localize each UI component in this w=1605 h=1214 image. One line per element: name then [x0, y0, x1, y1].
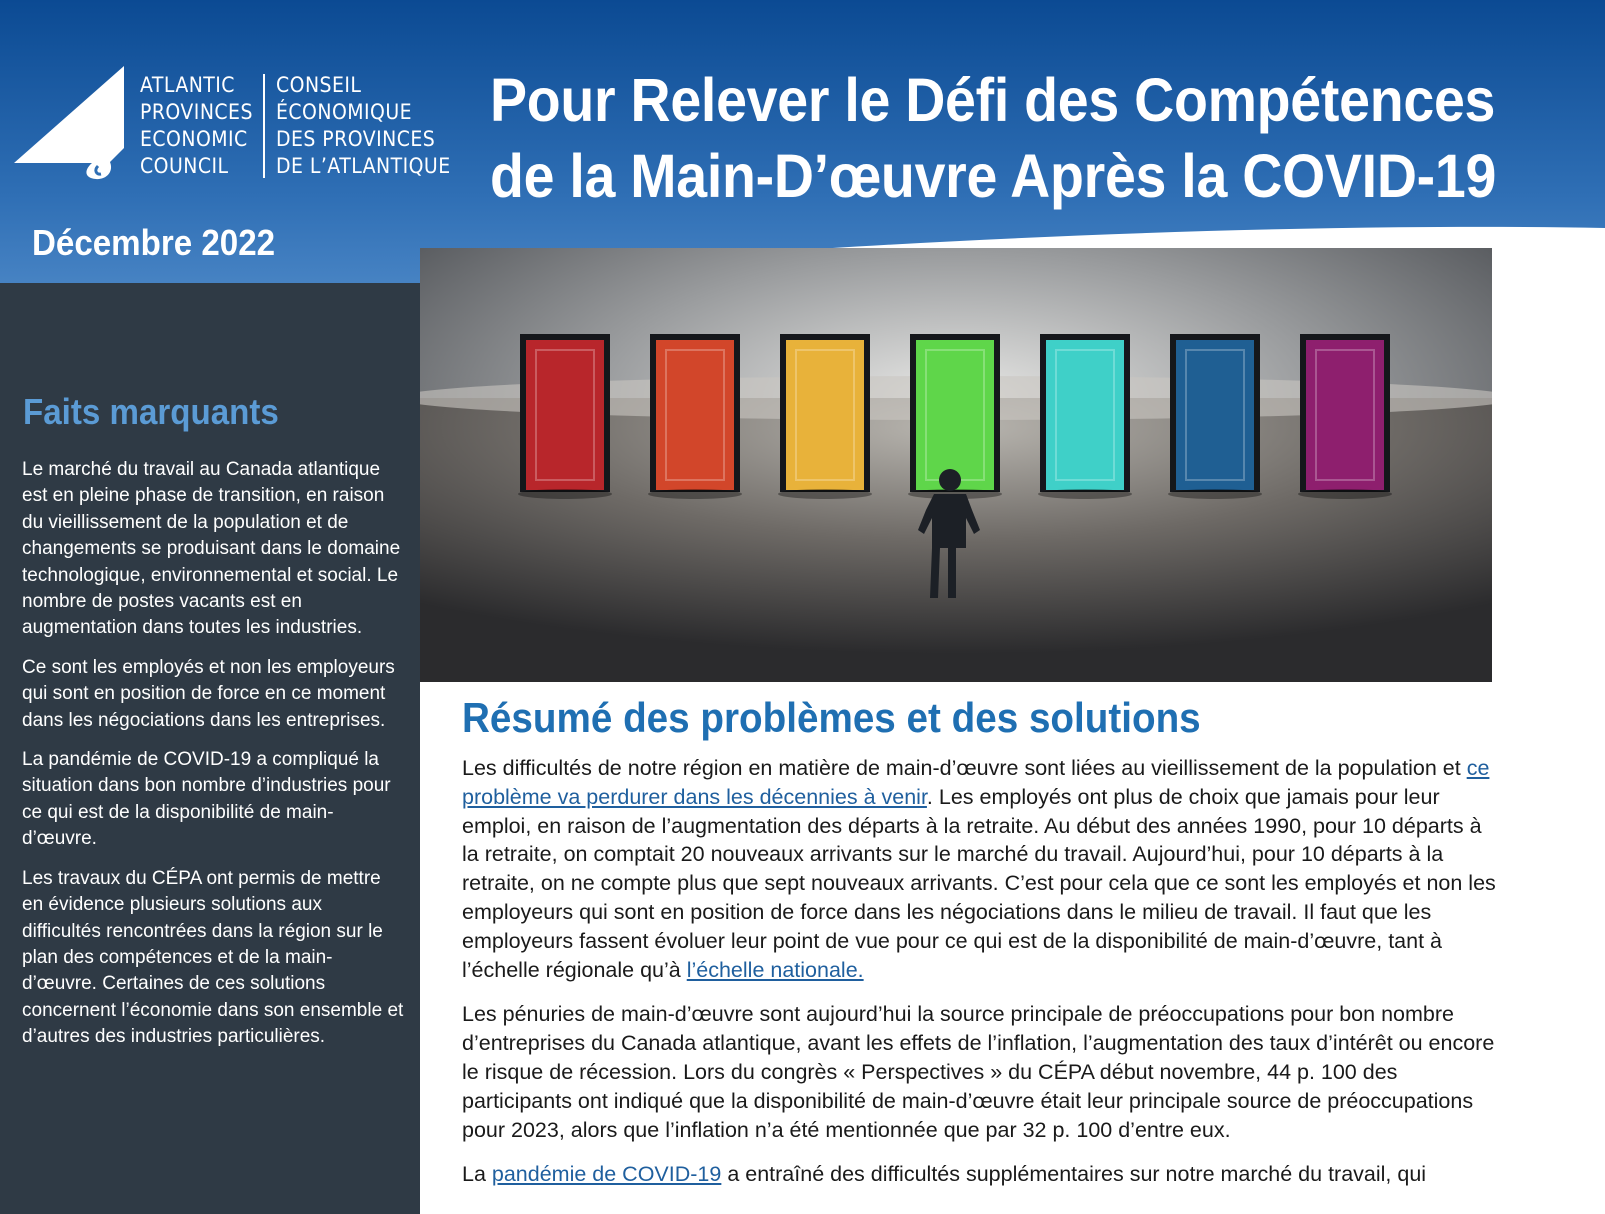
- link-problem-decades[interactable]: ce problème va perdurer dans les décennies à venir: [462, 756, 1490, 809]
- logo-french-name: [276, 72, 470, 180]
- logo-en-line: COUNCIL: [140, 154, 229, 178]
- door: [1046, 340, 1124, 490]
- logo-divider: [263, 74, 265, 178]
- hero-image: [420, 248, 1492, 682]
- door: [786, 340, 864, 490]
- summary-section: [462, 692, 1502, 1205]
- door: [1306, 340, 1384, 490]
- door: [1176, 340, 1254, 490]
- door-shadow: [1168, 489, 1262, 499]
- sidebar-paragraph: Ce sont les employés et non les employeurs qui sont en position de force en ce moment dans les négociations dans les entreprises.: [22, 656, 395, 731]
- door-shadow: [1298, 489, 1392, 499]
- sidebar-title: Faits marquants: [23, 391, 279, 432]
- sidebar-paragraph: Les travaux du CÉPA ont permis de mettre en évidence plusieurs solutions aux difficultés rencontrées dans la région sur le plan des compétences et de la main-d’œuvre. Certaines de ces solutions concernent l’économie dans son ensemble et d’autres des industries particulières.: [22, 867, 404, 1048]
- apec-wave-icon: [14, 66, 134, 182]
- logo-en-line: ECONOMIC: [140, 127, 248, 151]
- sidebar-body: [22, 457, 404, 1064]
- text-run: Les difficultés de notre région en matière de main-d’œuvre sont liées au vieillissement de la population et: [462, 756, 1467, 780]
- logo-fr-line: DE L’ATLANTIQUE: [276, 154, 451, 178]
- apec-logo[interactable]: [14, 66, 454, 186]
- door-shadow: [518, 489, 612, 499]
- highlights-sidebar: [0, 283, 420, 1214]
- door: [526, 340, 604, 490]
- publication-date: Décembre 2022: [32, 222, 276, 263]
- section-title: Résumé des problèmes et des solutions: [462, 694, 1201, 741]
- logo-en-line: ATLANTIC: [140, 73, 235, 97]
- sidebar-paragraph: Le marché du travail au Canada atlantique est en pleine phase de transition, en raison du vieillissement de la population et de changements se produisant dans le domaine technologique, environnemental et social. Le nombre de postes vacants est en augmentation dans toutes les industries.: [22, 459, 401, 639]
- logo-en-line: PROVINCES: [140, 100, 253, 124]
- link-national-scale[interactable]: l’échelle nationale.: [686, 957, 864, 982]
- logo-fr-line: CONSEIL: [276, 73, 362, 97]
- summary-paragraph-1: [462, 754, 1502, 984]
- text-run: . Les employés ont plus de choix que jamais pour leur emploi, en raison de l’augmentation des départs à la retraite. Au début des années 1990, pour 10 départs à la retraite, on comptait 20 nouveaux arrivants sur le marché du travail. Aujourd’hui, pour 10 départs à la retraite, on ne compte plus que sept nouveaux arrivants. C’est pour cela que ce sont les employés et non les employeurs qui sont en position de force dans les négociations dans le milieu de travail. Il faut que les employeurs fassent évoluer leur point de vue pour ce qui est de la disponibilité de main-d’œuvre, tant à l’échelle régionale qu’à: [462, 784, 1496, 982]
- door-shadow: [1038, 489, 1132, 499]
- door-shadow: [648, 489, 742, 499]
- door: [656, 340, 734, 490]
- logo-fr-line: ÉCONOMIQUE: [276, 100, 413, 124]
- door-shadow: [778, 489, 872, 499]
- logo-english-name: [140, 72, 265, 180]
- page-title-line: de la Main-D’œuvre Après la COVID-19: [490, 142, 1497, 210]
- page-title: [490, 62, 1570, 214]
- door: [916, 340, 994, 490]
- link-covid-pandemic[interactable]: pandémie de COVID-19: [491, 1162, 722, 1187]
- text-run: a entraîné des difficultés supplémentaires sur notre marché du travail, qui: [721, 1162, 1427, 1187]
- text-run: La: [462, 1162, 492, 1187]
- logo-fr-line: DES PROVINCES: [276, 127, 436, 151]
- page-title-line: Pour Relever le Défi des Compétences: [490, 66, 1496, 134]
- summary-paragraph-2: Les pénuries de main-d’œuvre sont aujourd’hui la source principale de préoccupations pour bon nombre d’entreprises du Canada atlantique, avant les effets de l’inflation, l’augmentation des taux d’intérêt ou encore le risque de récession. Lors du congrès « Perspectives » du CÉPA début novembre, 44 p. 100 des participants ont indiqué que la disponibilité de main-d’œuvre était leur principale source de préoccupations pour 2023, alors que l’inflation n’a été mentionnée que par 32 p. 100 d’entre eux.: [462, 1002, 1495, 1142]
- sidebar-paragraph: La pandémie de COVID-19 a compliqué la situation dans bon nombre d’industries pour ce qui est de la disponibilité de main-d’œuvre.: [22, 749, 391, 850]
- summary-paragraph-3: [462, 1160, 1502, 1189]
